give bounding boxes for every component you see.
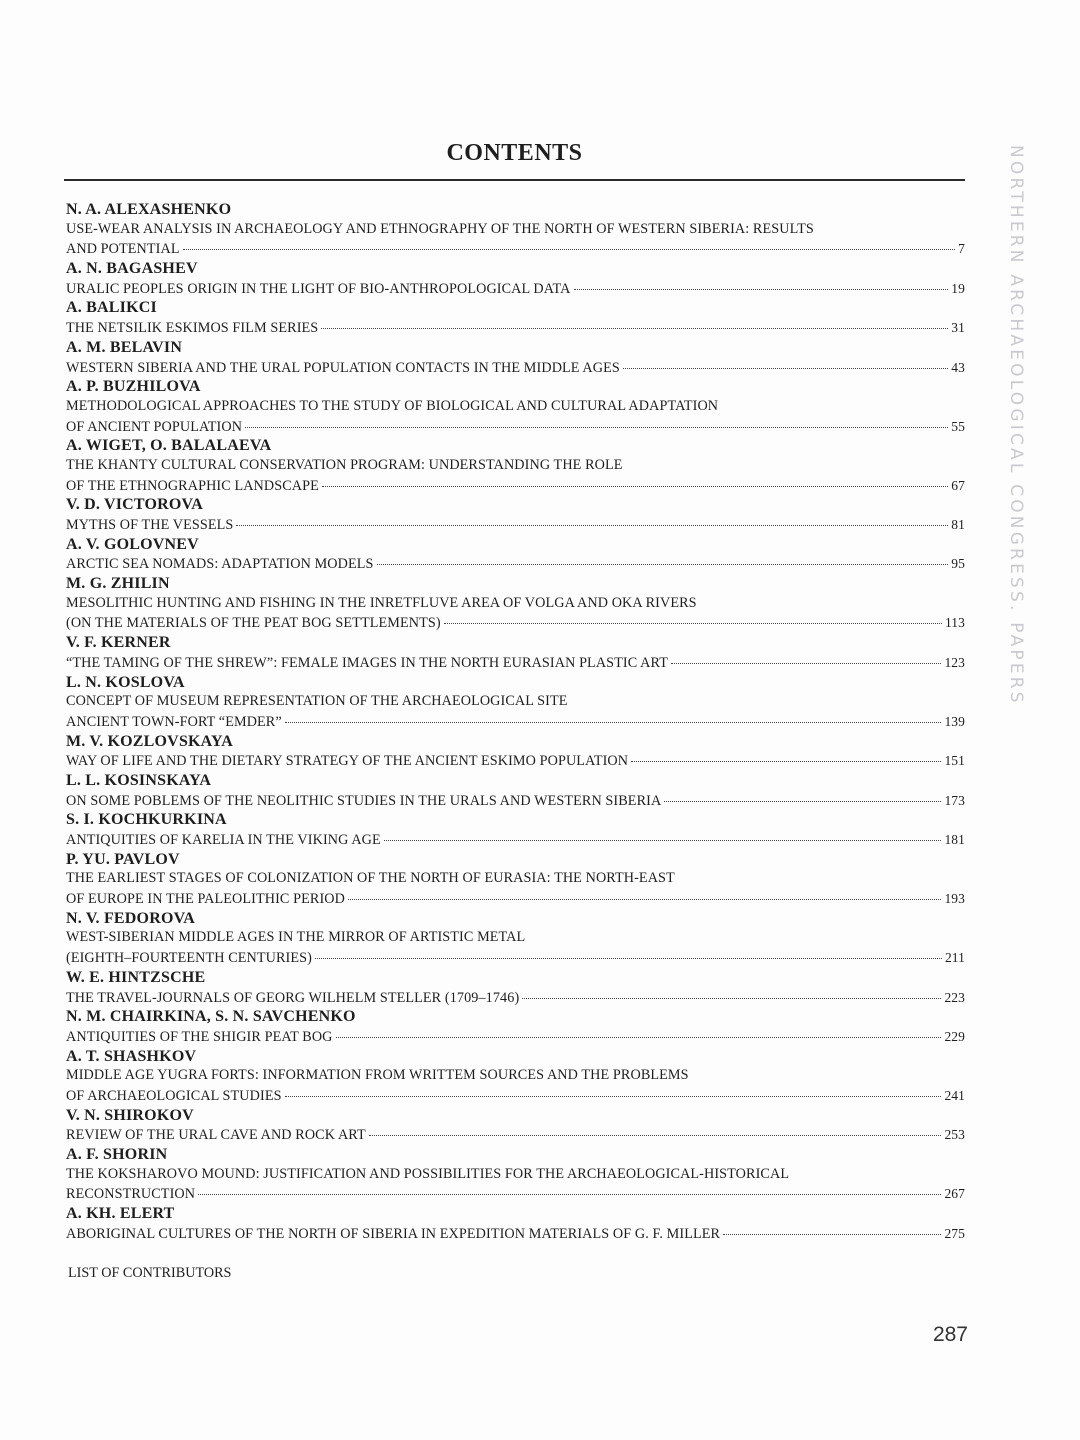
toc-author: N. V. FEDOROVA	[66, 909, 196, 927]
table-of-contents	[66, 200, 965, 1243]
toc-title-text: CONCEPT OF MUSEUM REPRESENTATION OF THE ARCHAEOLOGICAL SITE	[66, 693, 568, 710]
toc-title-line	[66, 869, 965, 889]
toc-page-number: 151	[944, 753, 965, 769]
toc-page-number: 267	[944, 1186, 965, 1202]
toc-page-number: 241	[944, 1087, 965, 1103]
list-of-contributors-link: LIST OF CONTRIBUTORS	[68, 1265, 232, 1281]
toc-entry	[66, 968, 965, 1007]
toc-title-text: ARCTIC SEA NOMADS: ADAPTATION MODELS	[66, 556, 374, 573]
toc-page-number: 211	[944, 950, 965, 966]
dot-leader	[285, 1096, 942, 1097]
dot-leader	[377, 564, 949, 565]
dot-leader	[671, 663, 941, 664]
toc-title-line	[66, 220, 965, 240]
toc-title-text: OF ANCIENT POPULATION	[66, 418, 243, 435]
toc-title-text: THE TRAVEL-JOURNALS OF GEORG WILHELM STELLER (1709–1746)	[66, 989, 520, 1006]
toc-entry	[66, 259, 965, 298]
toc-title-text: USE-WEAR ANALYSIS IN ARCHAEOLOGY AND ETHNOGRAPHY OF THE NORTH OF WESTERN SIBERIA: RESULTS	[66, 220, 814, 237]
toc-title-line	[66, 830, 965, 850]
dot-leader	[444, 623, 942, 624]
toc-title-line	[66, 1125, 965, 1145]
toc-title-line	[66, 1066, 965, 1086]
toc-entry	[66, 909, 965, 968]
toc-entry	[66, 633, 965, 672]
toc-page-number: 55	[951, 418, 965, 434]
toc-entry	[66, 1145, 965, 1204]
toc-title-text: OF ARCHAEOLOGICAL STUDIES	[66, 1087, 282, 1104]
toc-title-line	[66, 692, 965, 712]
toc-title-text: ABORIGINAL CULTURES OF THE NORTH OF SIBERIA IN EXPEDITION MATERIALS OF G. F. MILLER	[66, 1225, 721, 1242]
toc-title-text: MYTHS OF THE VESSELS	[66, 517, 234, 533]
toc-entry	[66, 338, 965, 377]
dot-leader	[336, 1037, 942, 1038]
toc-author: L. N. KOSLOVA	[66, 673, 185, 691]
toc-page-number: 123	[944, 654, 965, 670]
toc-title-line	[66, 594, 965, 614]
spine-text: NORTHERN ARCHAEOLOGICAL CONGRESS. PAPERS	[1006, 145, 1026, 706]
toc-title-line	[66, 279, 965, 299]
toc-title-line	[66, 988, 965, 1008]
toc-author: V. N. SHIROKOV	[66, 1106, 194, 1124]
toc-title-line	[66, 1027, 965, 1047]
toc-title-text: REVIEW OF THE URAL CAVE AND ROCK ART	[66, 1127, 366, 1144]
dot-leader	[631, 761, 941, 762]
dot-leader	[574, 289, 949, 290]
toc-author: N. M. CHAIRKINA, S. N. SAVCHENKO	[66, 1008, 356, 1026]
toc-title-text: WEST-SIBERIAN MIDDLE AGES IN THE MIRROR OF ARTISTIC METAL	[66, 929, 526, 946]
toc-page-number: 67	[951, 477, 965, 493]
dot-leader	[236, 525, 948, 526]
toc-page-number: 223	[944, 989, 965, 1005]
toc-title-line	[66, 417, 965, 437]
toc-title-text: THE KHANTY CULTURAL CONSERVATION PROGRAM: UNDERSTANDING THE ROLE	[66, 456, 623, 473]
toc-title-line	[66, 1224, 965, 1244]
toc-page-number: 253	[944, 1127, 965, 1143]
toc-title-text: OF THE ETHNOGRAPHIC LANDSCAPE	[66, 477, 319, 494]
toc-author: V. F. KERNER	[66, 634, 171, 652]
title-rule	[64, 179, 965, 181]
toc-author: S. I. KOCHKURKINA	[66, 811, 227, 829]
toc-author: A. T. SHASHKOV	[66, 1047, 197, 1065]
toc-entry	[66, 377, 965, 436]
toc-author: A. P. BUZHILOVA	[66, 378, 201, 396]
toc-title-text: THE NETSILIK ESKIMOS FILM SERIES	[66, 320, 319, 337]
toc-title-line	[66, 239, 965, 259]
toc-title-text: AND POTENTIAL	[66, 241, 180, 258]
dot-leader	[183, 249, 956, 250]
toc-page-number: 229	[944, 1028, 965, 1044]
toc-title-text: MESOLITHIC HUNTING AND FISHING IN THE INRETFLUVE AREA OF VOLGA AND OKA RIVERS	[66, 594, 697, 611]
toc-entry	[66, 673, 965, 732]
toc-title-line	[66, 751, 965, 771]
toc-entry	[66, 771, 965, 810]
dot-leader	[245, 427, 948, 428]
toc-entry	[66, 436, 965, 495]
toc-title-line	[66, 318, 965, 338]
toc-entry	[66, 850, 965, 909]
toc-title-text: (ON THE MATERIALS OF THE PEAT BOG SETTLEMENTS)	[66, 615, 441, 632]
toc-author: W. E. HINTZSCHE	[66, 968, 206, 986]
toc-page-number: 193	[944, 891, 965, 907]
toc-title-line	[66, 1086, 965, 1106]
toc-entry	[66, 1007, 965, 1046]
toc-page-number: 7	[958, 241, 965, 257]
toc-author: A. KH. ELERT	[66, 1205, 175, 1223]
dot-leader	[285, 722, 942, 723]
toc-title-text: (EIGHTH–FOURTEENTH CENTURIES)	[66, 950, 312, 967]
toc-entry	[66, 535, 965, 574]
toc-entry	[66, 1106, 965, 1145]
toc-author: A. BALIKCI	[66, 299, 157, 317]
toc-title-line	[66, 712, 965, 732]
toc-title-text: ANTIQUITIES OF THE SHIGIR PEAT BOG	[66, 1028, 333, 1045]
toc-title-line	[66, 928, 965, 948]
toc-title-line	[66, 515, 965, 535]
dot-leader	[315, 958, 942, 959]
toc-title-text: ANCIENT TOWN-FORT “EMDER”	[66, 713, 282, 730]
page-title: CONTENTS	[446, 140, 583, 166]
toc-author: A. N. BAGASHEV	[66, 260, 198, 278]
toc-title-text: ON SOME POBLEMS OF THE NEOLITHIC STUDIES IN THE URALS AND WESTERN SIBERIA	[66, 792, 662, 809]
toc-title-line	[66, 358, 965, 378]
dot-leader	[321, 328, 948, 329]
dot-leader	[623, 368, 948, 369]
toc-entry	[66, 810, 965, 849]
toc-author: M. V. KOZLOVSKAYA	[66, 732, 234, 750]
toc-entry	[66, 495, 965, 534]
toc-author: V. D. VICTOROVA	[66, 496, 203, 514]
toc-title-line	[66, 554, 965, 574]
toc-author: A. WIGET, O. BALALAEVA	[66, 437, 272, 455]
toc-page-number: 139	[944, 713, 965, 729]
toc-page-number: 275	[944, 1225, 965, 1241]
toc-title-text: RECONSTRUCTION	[66, 1186, 196, 1203]
toc-title-text: MIDDLE AGE YUGRA FORTS: INFORMATION FROM WRITTEM SOURCES AND THE PROBLEMS	[66, 1067, 689, 1084]
dot-leader	[384, 840, 942, 841]
toc-title-text: WESTERN SIBERIA AND THE URAL POPULATION CONTACTS IN THE MIDDLE AGES	[66, 359, 620, 376]
toc-page-number: 181	[944, 832, 965, 847]
toc-title-text: THE KOKSHAROVO MOUND: JUSTIFICATION AND POSSIBILITIES FOR THE ARCHAEOLOGICAL-HISTORICAL	[66, 1165, 790, 1182]
toc-entry	[66, 200, 965, 259]
toc-entry	[66, 574, 965, 633]
toc-page-number: 95	[951, 556, 965, 572]
dot-leader	[664, 801, 941, 802]
toc-page-number: 173	[944, 792, 965, 808]
toc-title-text: OF EUROPE IN THE PALEOLITHIC PERIOD	[66, 891, 345, 908]
toc-page-number: 43	[951, 359, 965, 375]
dot-leader	[369, 1135, 942, 1136]
toc-title-text: WAY OF LIFE AND THE DIETARY STRATEGY OF THE ANCIENT ESKIMO POPULATION	[66, 753, 629, 770]
toc-title-text: METHODOLOGICAL APPROACHES TO THE STUDY OF BIOLOGICAL AND CULTURAL ADAPTATION	[66, 397, 719, 414]
toc-author: A. F. SHORIN	[66, 1146, 168, 1163]
toc-title-text: “THE TAMING OF THE SHREW”: FEMALE IMAGES IN THE NORTH EURASIAN PLASTIC ART	[66, 654, 668, 671]
toc-title-text: ANTIQUITIES OF KARELIA IN THE VIKING AGE	[66, 832, 381, 848]
toc-page-number: 113	[944, 615, 965, 631]
toc-entry	[66, 1204, 965, 1243]
toc-title-line	[66, 889, 965, 909]
toc-page-number: 81	[951, 517, 965, 532]
toc-entry	[66, 732, 965, 771]
toc-author: A. M. BELAVIN	[66, 338, 183, 356]
dot-leader	[348, 899, 941, 900]
toc-title-line	[66, 397, 965, 417]
toc-author: L. L. KOSINSKAYA	[66, 771, 212, 789]
toc-title-line	[66, 1184, 965, 1204]
toc-title-line	[66, 456, 965, 476]
toc-title-line	[66, 613, 965, 633]
toc-title-text: THE EARLIEST STAGES OF COLONIZATION OF THE NORTH OF EURASIA: THE NORTH-EAST	[66, 870, 675, 887]
toc-entry	[66, 298, 965, 337]
toc-title-line	[66, 948, 965, 968]
dot-leader	[723, 1234, 941, 1235]
toc-author: N. A. ALEXASHENKO	[66, 201, 232, 218]
dot-leader	[522, 998, 941, 999]
toc-author: M. G. ZHILIN	[66, 575, 170, 593]
toc-title-text: URALIC PEOPLES ORIGIN IN THE LIGHT OF BIO-ANTHROPOLOGICAL DATA	[66, 280, 571, 297]
toc-title-line	[66, 653, 965, 673]
toc-page-number: 31	[951, 320, 965, 336]
dot-leader	[198, 1194, 941, 1195]
toc-page-number: 19	[951, 280, 965, 296]
toc-title-line	[66, 1165, 965, 1185]
dot-leader	[322, 486, 948, 487]
toc-entry	[66, 1047, 965, 1106]
toc-title-line	[66, 476, 965, 496]
toc-author: P. YU. PAVLOV	[66, 850, 180, 868]
toc-author: A. V. GOLOVNEV	[66, 535, 199, 553]
toc-title-line	[66, 791, 965, 811]
page-number: 287	[932, 1323, 968, 1346]
